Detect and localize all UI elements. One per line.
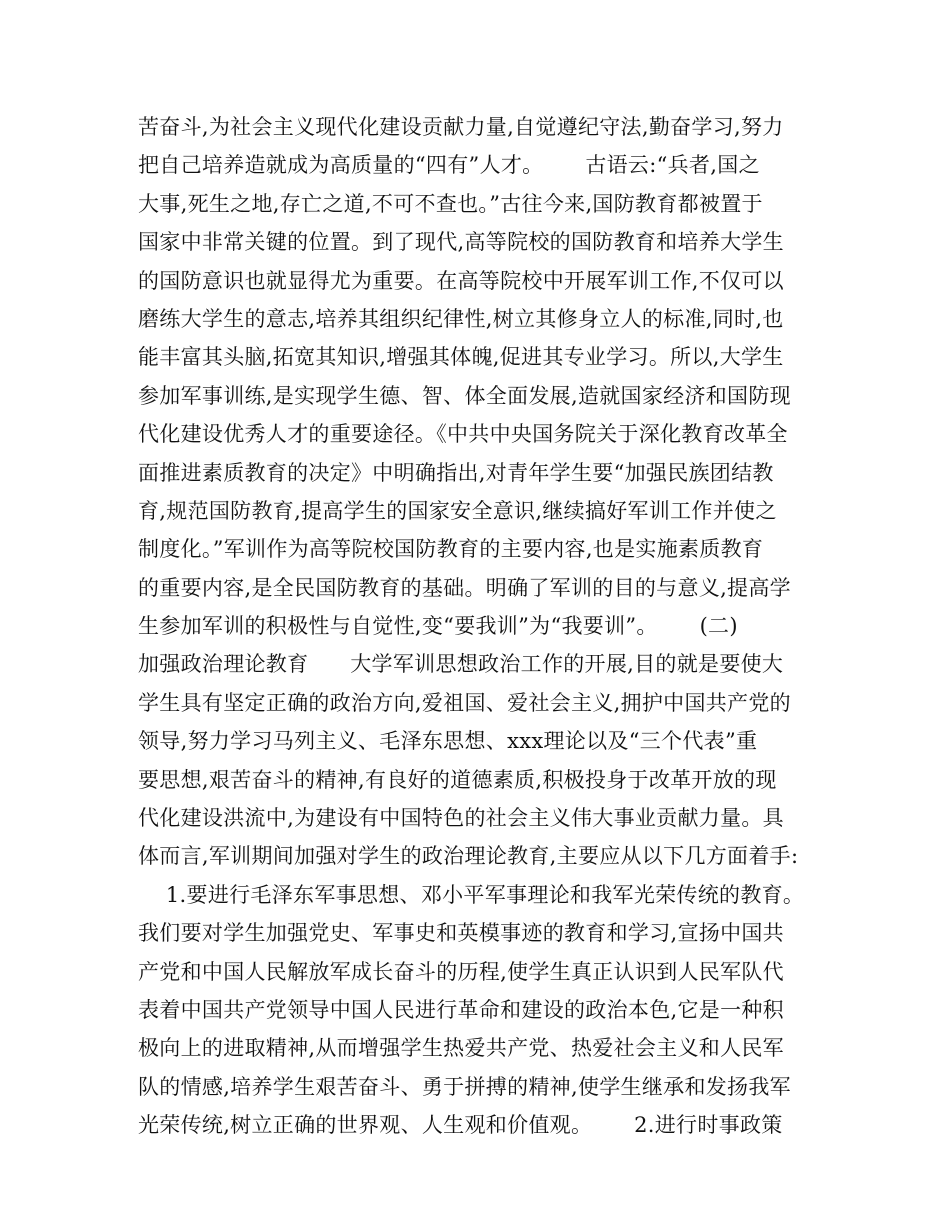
text-line: 1.要进行毛泽东军事思想、邓小平军事理论和我军光荣传统的教育。 [138, 882, 805, 907]
text-line: 我们要对学生加强党史、军事史和英模事迹的教育和学习,宣扬中国共 [138, 921, 784, 946]
text-line: 要思想,艰苦奋斗的精神,有良好的道德素质,积极投身于改革开放的现 [138, 767, 777, 792]
text-line: 队的情感,培养学生艰苦奋斗、勇于拼搏的精神,使学生继承和发扬我军 [138, 1074, 791, 1099]
text-line: 生参加军训的积极性与自觉性,变“要我训”为“我要训”。 (二) [138, 614, 738, 639]
text-line: 产党和中国人民解放军成长奋斗的历程,使学生真正认识到人民军队代 [138, 959, 784, 984]
text-line: 代化建设洪流中,为建设有中国特色的社会主义伟大事业贡献力量。具 [138, 806, 784, 831]
text-line: 的重要内容,是全民国防教育的基础。明确了军训的目的与意义,提高学 [138, 575, 791, 600]
text-line: 光荣传统,树立正确的世界观、人生观和价值观。 2.进行时事政策 [138, 1113, 783, 1138]
text-line: 面推进素质教育的决定》中明确指出,对青年学生要“加强民族团结教 [138, 460, 774, 485]
text-line: 代化建设优秀人才的重要途径。《中共中央国务院关于深化教育改革全 [138, 422, 788, 447]
text-line: 加强政治理论教育 大学军训思想政治工作的开展,目的就是要使大 [138, 652, 784, 677]
text-line: 领导,努力学习马列主义、毛泽东思想、xxx理论以及“三个代表”重 [138, 729, 758, 754]
text-line: 制度化。”军训作为高等院校国防教育的主要内容,也是实施素质教育 [138, 537, 764, 562]
text-line: 大事,死生之地,存亡之道,不可不查也。”古往今来,国防教育都被置于 [138, 191, 763, 216]
text-line: 表着中国共产党领导中国人民进行革命和建设的政治本色,它是一种积 [138, 997, 784, 1022]
body-text [138, 108, 828, 1145]
text-line: 磨练大学生的意志,培养其组织纪律性,树立其修身立人的标准,同时,也 [138, 306, 784, 331]
text-line: 把自己培养造就成为高质量的“四有”人才。 古语云:“兵者,国之 [138, 153, 760, 178]
text-line: 育,规范国防教育,提高学生的国家安全意识,继续搞好军训工作并使之 [138, 498, 777, 523]
text-line: 参加军事训练,是实现学生德、智、体全面发展,造就国家经济和国防现 [138, 383, 791, 408]
text-line: 的国防意识也就显得尤为重要。在高等院校中开展军训工作,不仅可以 [138, 268, 784, 293]
text-line: 苦奋斗,为社会主义现代化建设贡献力量,自觉遵纪守法,勤奋学习,努力 [138, 115, 784, 139]
text-line: 国家中非常关键的位置。到了现代,高等院校的国防教育和培养大学生 [138, 230, 784, 255]
text-line: 体而言,军训期间加强对学生的政治理论教育,主要应从以下几方面着手: [138, 844, 799, 869]
text-line: 极向上的进取精神,从而增强学生热爱共产党、热爱社会主义和人民军 [138, 1036, 784, 1061]
text-line: 学生具有坚定正确的政治方向,爱祖国、爱社会主义,拥护中国共产党的 [138, 690, 791, 715]
text-line: 能丰富其头脑,拓宽其知识,增强其体魄,促进其专业学习。所以,大学生 [138, 345, 784, 370]
